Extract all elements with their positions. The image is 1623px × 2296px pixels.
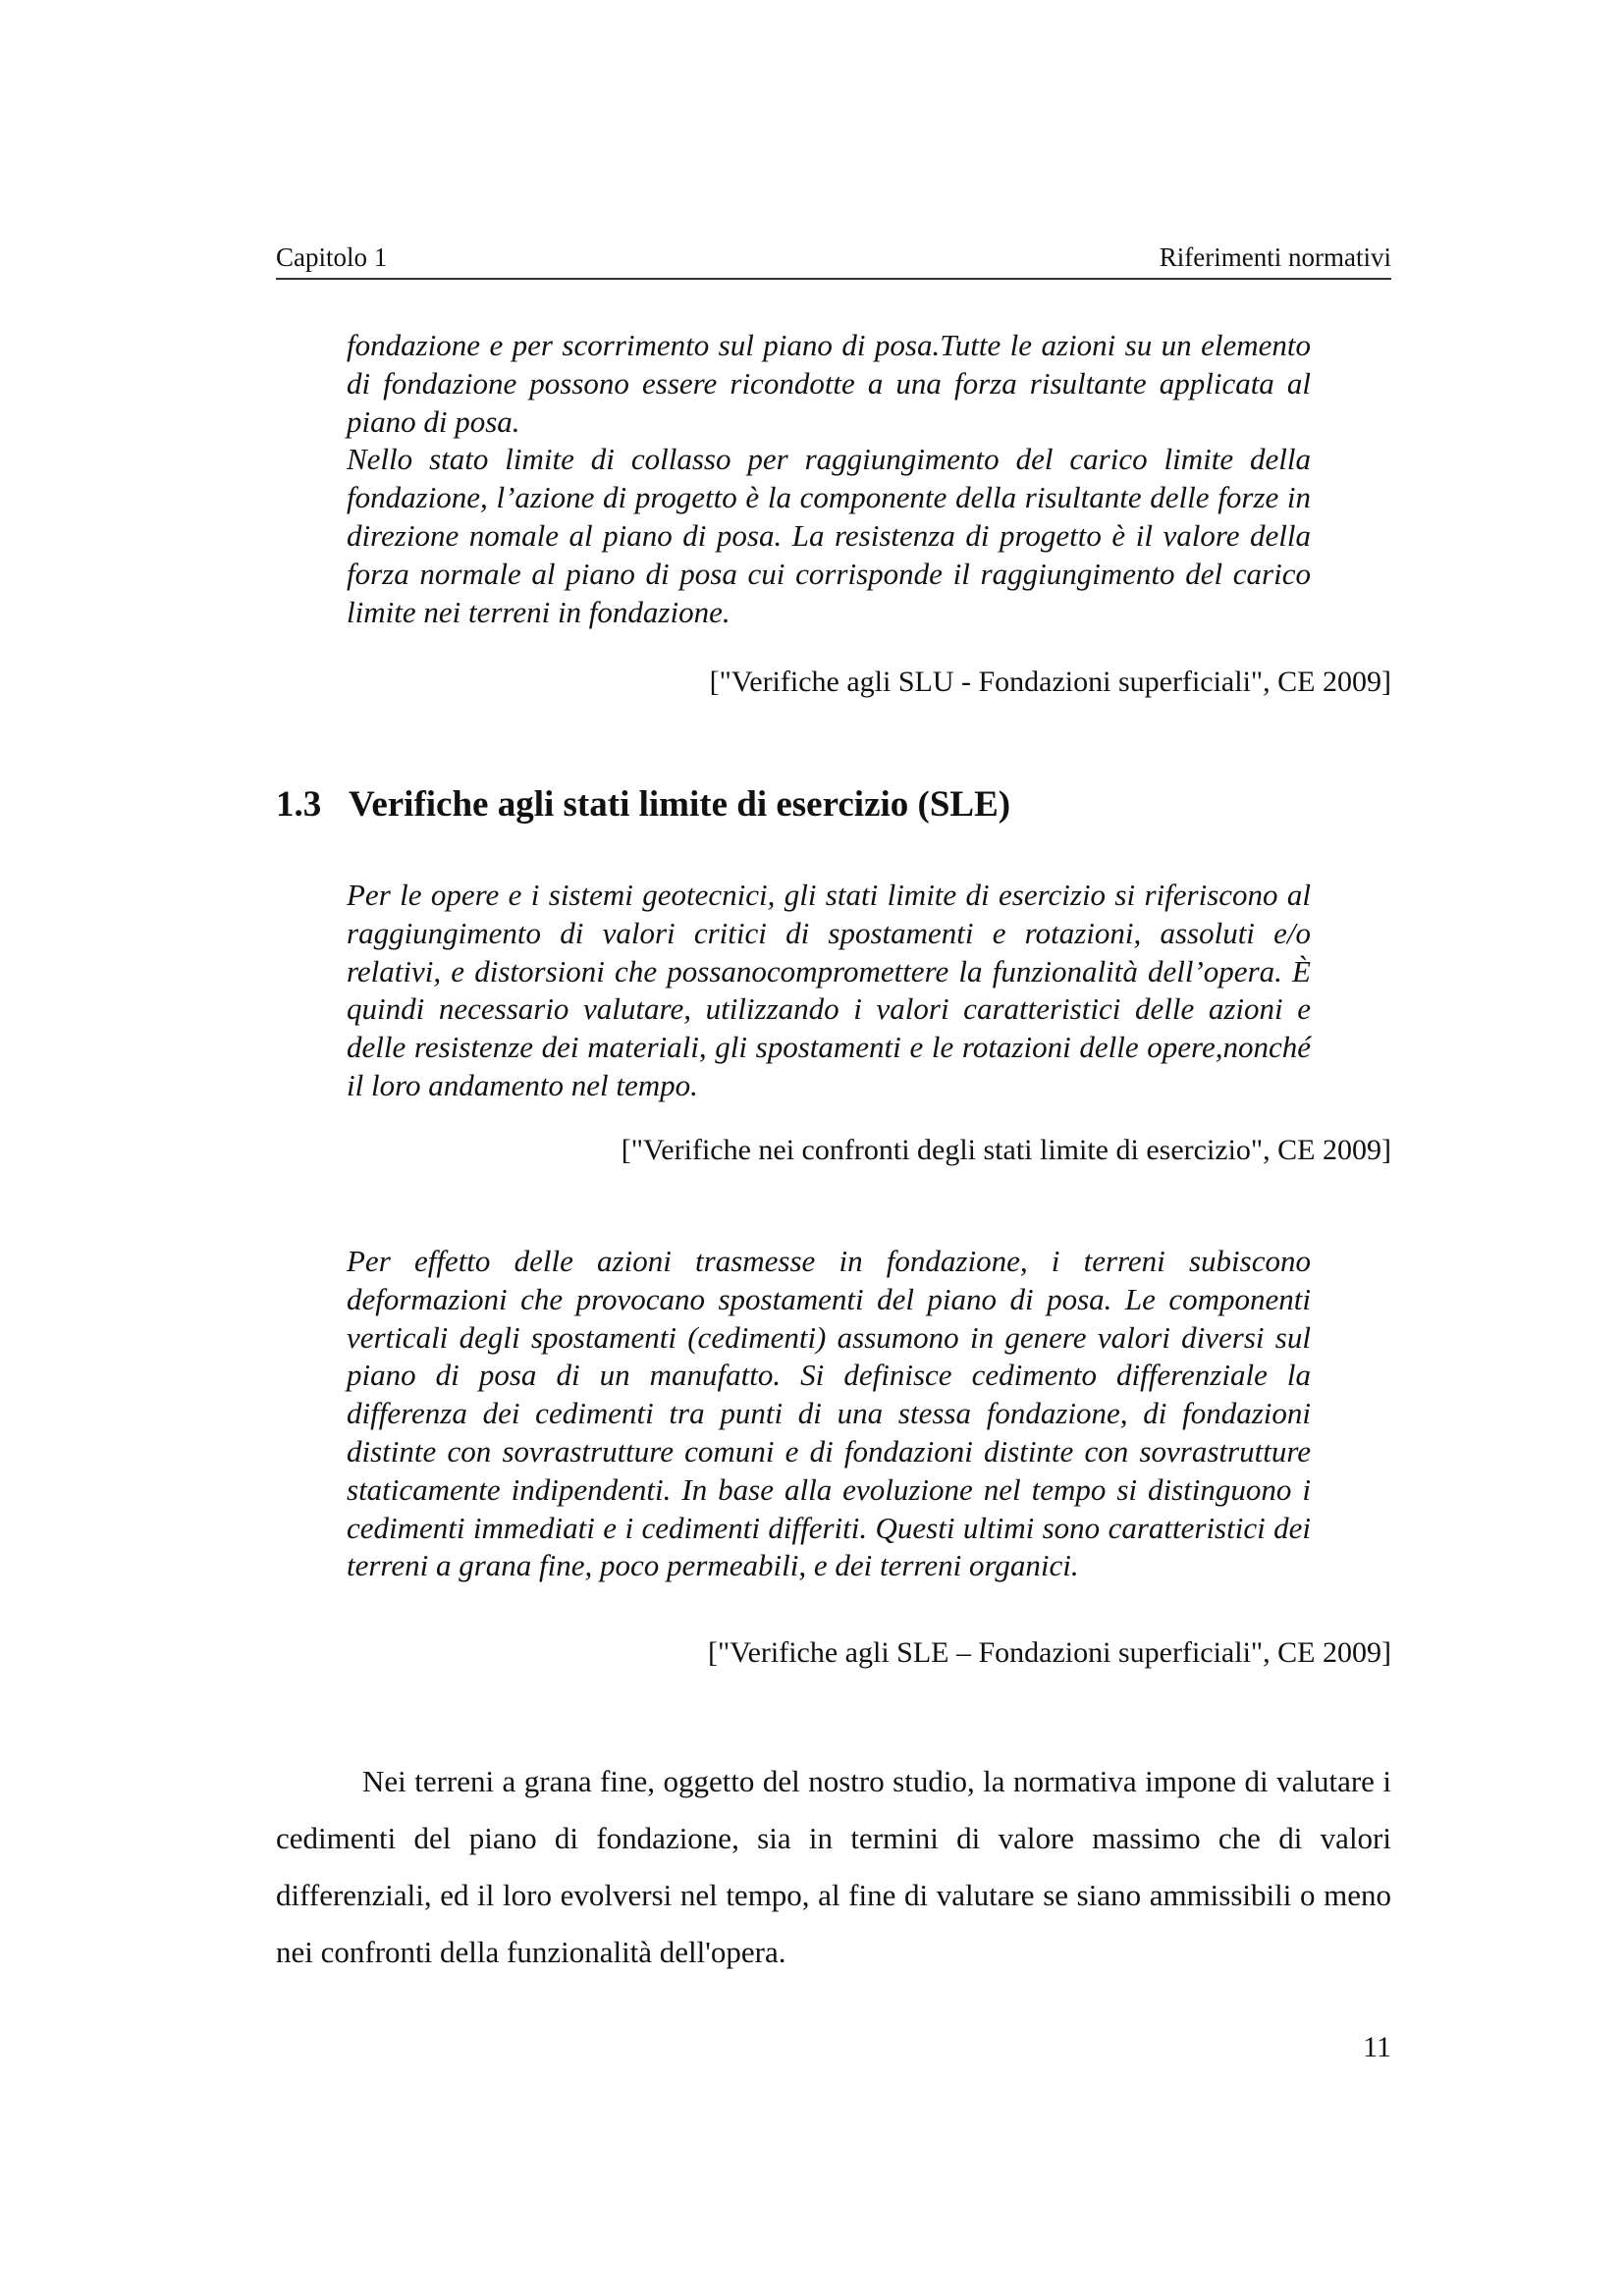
citation-sle-foundations: ["Verifiche agli SLE – Fondazioni superficiali", CE 2009] — [708, 1636, 1391, 1669]
section-title: Verifiche agli stati limite di esercizio (SLE) — [349, 784, 1011, 825]
header-section-title: Riferimenti normativi — [1159, 242, 1391, 272]
section-heading — [276, 781, 1010, 828]
quote-block-sle-foundations — [347, 1243, 1311, 1585]
section-number: 1.3 — [276, 784, 322, 825]
quote-sle-norm-text: Per le opere e i sistemi geotecnici, gli stati limite di esercizio si riferiscono al raggiungimento di valori critici di spostamenti e rotazioni, assoluti e/o relativi, e distorsioni che possanocompromettere la funzionalità dell’opera. È quindi necessario valutare, utilizzando i valori caratteristici delle azioni e delle resistenze dei materiali, gli spostamenti e le rotazioni delle opere,nonché il loro andamento nel tempo. — [347, 878, 1311, 1102]
quote-block-slu — [347, 327, 1311, 631]
citation-slu: ["Verifiche agli SLU - Fondazioni superficiali", CE 2009] — [709, 666, 1391, 698]
page-number: 11 — [1363, 2031, 1391, 2063]
running-header — [276, 238, 1391, 277]
citation-sle-norm: ["Verifiche nei confronti degli stati limite di esercizio", CE 2009] — [621, 1134, 1391, 1166]
header-rule — [276, 278, 1391, 280]
quote-sle-foundations-text: Per effetto delle azioni trasmesse in fondazione, i terreni subiscono deformazioni che provocano spostamenti del piano di posa. Le componenti verticali degli spostamenti (cedimenti) assumono in genere valori diversi sul piano di posa di un manufatto. Si definisce cedimento differenziale la differenza dei cedimenti tra punti di una stessa fondazione, di fondazioni distinte con sovrastrutture comuni e di fondazioni distinte con sovrastrutture staticamente indipendenti. In base alla evoluzione nel tempo si distinguono i cedimenti immediati e i cedimenti differiti. Questi ultimi sono caratteristici dei terreni a grana fine, poco permeabili, e dei terreni organici. — [347, 1244, 1311, 1583]
body-paragraph: Nei terreni a grana fine, oggetto del nostro studio, la normativa impone di valutare i cedimenti del piano di fondazione, sia in termini di valore massimo che di valori differenziali, ed il loro evolversi nel tempo, al fine di valutare se siano ammissibili o meno nei confronti della funzionalità dell'opera. — [276, 1764, 1391, 1969]
header-chapter: Capitolo 1 — [276, 242, 388, 272]
quote-slu-paragraph-2: Nello stato limite di collasso per raggiungimento del carico limite della fondazione, l’azione di progetto è la componente della risultante delle forze in direzione nomale al piano di posa. La resistenza di progetto è il valore della forza normale al piano di posa cui corrisponde il raggiungimento del carico limite nei terreni in fondazione. — [347, 442, 1311, 629]
quote-slu-paragraph-1: fondazione e per scorrimento sul piano di posa.Tutte le azioni su un elemento di fondazione possono essere ricondotte a una forza risultante applicata al piano di posa. — [347, 328, 1311, 439]
quote-block-sle-norm — [347, 877, 1311, 1105]
